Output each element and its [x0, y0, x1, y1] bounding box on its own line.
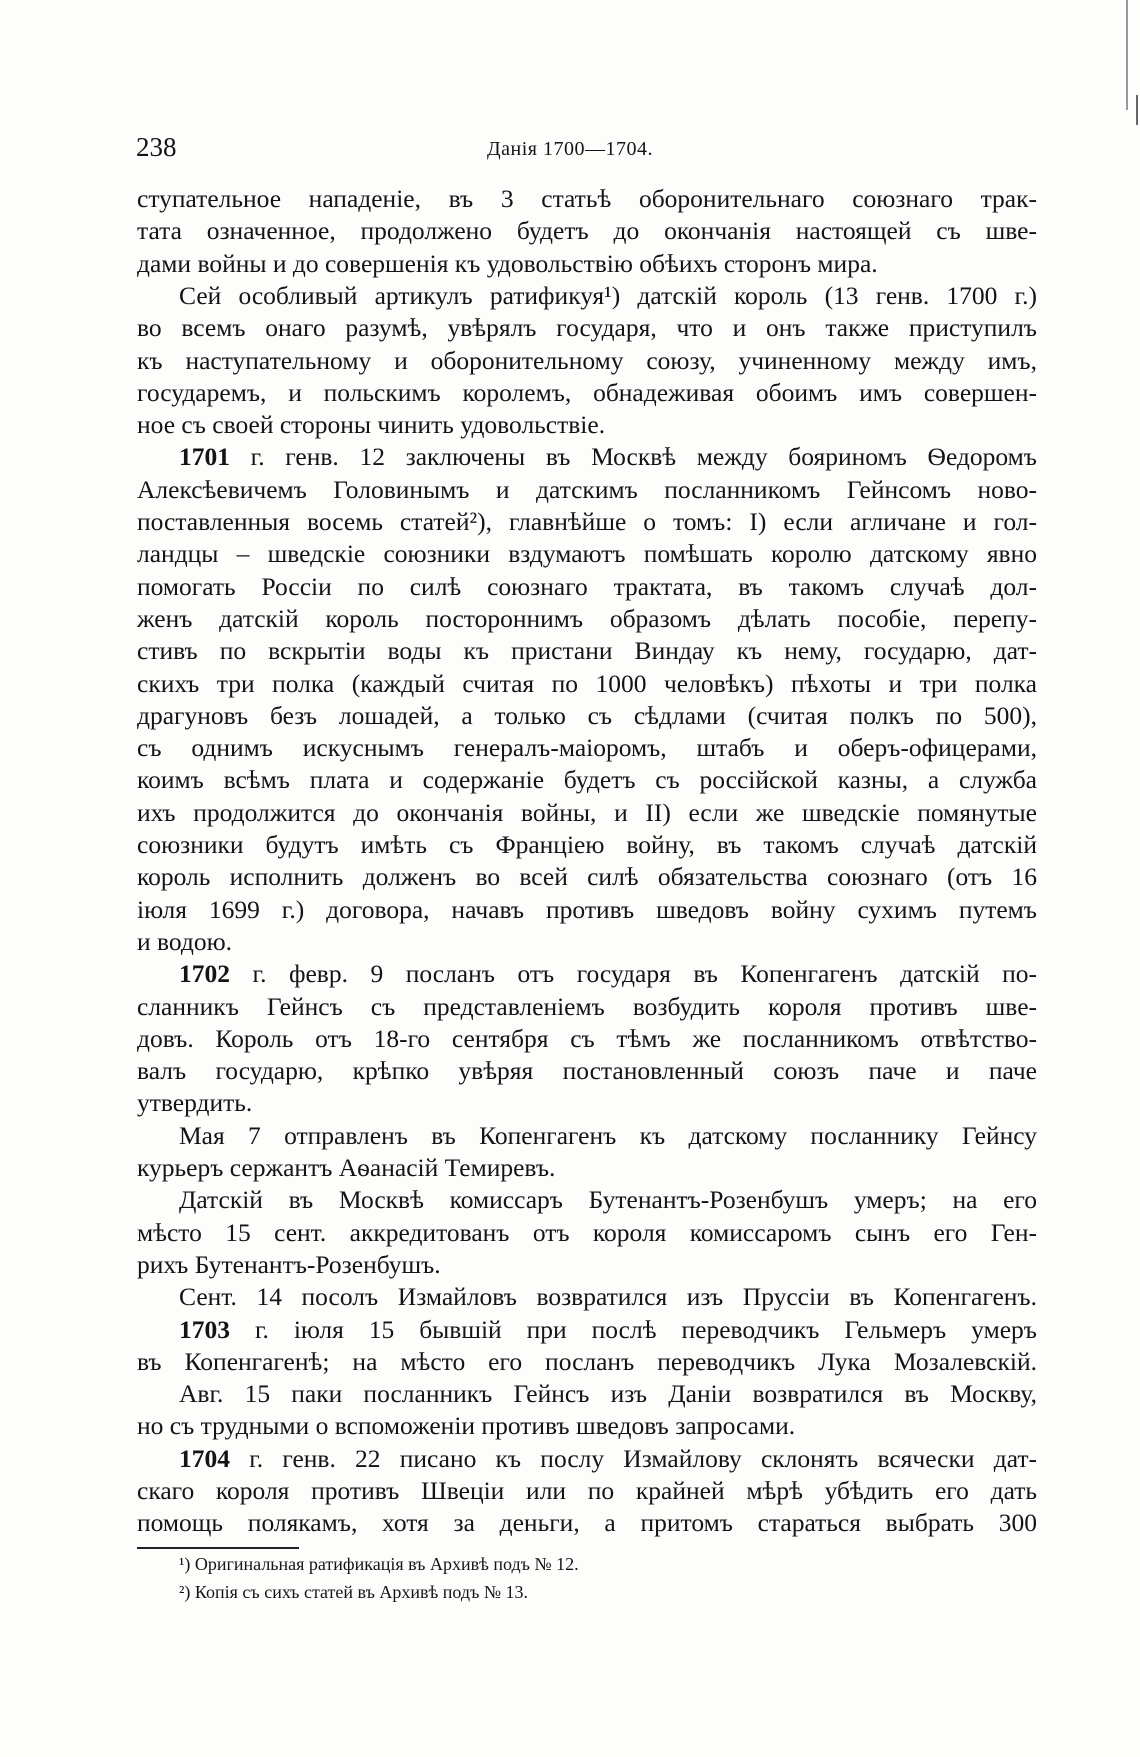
text-line [137, 1508, 1037, 1538]
text-line [179, 1185, 1037, 1215]
text-line [137, 1250, 1037, 1280]
text-line [137, 184, 1037, 214]
line-text: съ однимъ искуснымъ генералъ-маіоромъ, штабъ и оберъ-офицерами, [137, 733, 1037, 763]
text-line [137, 216, 1037, 246]
text-line [137, 507, 1037, 537]
text-line [137, 1024, 1037, 1054]
text-line [137, 1218, 1037, 1248]
running-head: Данія 1700—1704. [487, 138, 653, 160]
text-line [137, 669, 1037, 699]
year-heading: 1701 [179, 442, 230, 472]
text-line [137, 798, 1037, 828]
line-text: г. генв. 22 писано къ послу Измайлову склонять всячески дат- [230, 1443, 1037, 1473]
line-text: Алексѣевичемъ Головинымъ и датскимъ посланникомъ Гейнсомъ ново- [137, 474, 1037, 504]
line-text: поставленныя восемь статей²), главнѣйше о томъ: I) если агличане и гол- [137, 507, 1037, 536]
line-text: во всемъ онаго разумѣ, увѣрялъ государя, что и онъ также приступилъ [137, 313, 1037, 343]
text-line [137, 862, 1037, 892]
line-text: дами войны и до совершенія къ удовольствію обѣихъ сторонъ мира. [137, 248, 878, 278]
text-line [137, 1088, 1037, 1118]
line-text: драгуновъ безъ лошадей, а только съ сѣдлами (считая полкъ по 500), [137, 700, 1037, 730]
footnote-2: ²) Копія съ сихъ статей въ Архивѣ подъ № 13. [179, 1582, 529, 1602]
text-line [137, 1347, 1037, 1377]
text-line [179, 1121, 1037, 1151]
scan-edge-mark [1126, 0, 1128, 110]
line-text: ное съ своей стороны чинить удовольствіе. [137, 410, 606, 440]
line-text: въ Копенгагенѣ; на мѣсто его посланъ переводчикъ Лука Мозалевскій. [137, 1346, 1037, 1376]
text-line [137, 1476, 1037, 1506]
text-line [137, 895, 1037, 925]
line-text: ландцы – шведскіе союзники вздумаютъ помѣшать королю датскому явно [137, 539, 1037, 569]
text-line [137, 636, 1037, 666]
text-line [137, 992, 1037, 1022]
text-line [179, 442, 1037, 472]
line-text: валъ государю, крѣпко увѣряя постановленный союзъ паче и паче [137, 1056, 1037, 1086]
line-text: король исполнить долженъ во всей силѣ обязательства союзнаго (отъ 16 [137, 862, 1037, 892]
line-text: помощь полякамъ, хотя за деньги, а притомъ стараться выбрать 300 [137, 1508, 1037, 1538]
line-text: сланникъ Гейнсъ съ представленіемъ возбудить короля противъ шве- [137, 991, 1037, 1021]
line-text: къ наступательному и оборонительному союзу, учиненному между имъ, [137, 345, 1037, 375]
line-text: Сент. 14 посолъ Измайловъ возвратился изъ Пруссіи въ Копенгагенъ. [179, 1282, 1037, 1312]
year-heading: 1704 [179, 1443, 230, 1473]
line-text: Сей особливый артикулъ ратификуя¹) датскій король (13 генв. 1700 г.) [179, 280, 1037, 310]
line-text: скаго короля противъ Швеціи или по крайней мѣрѣ убѣдить его дать [137, 1476, 1037, 1505]
line-text: рихъ Бутенантъ-Розенбушъ. [137, 1249, 441, 1279]
line-text: Датскій въ Москвѣ комиссаръ Бутенантъ-Розенбушъ умеръ; на его [179, 1185, 1037, 1215]
line-text: ихъ продолжится до окончанія войны, и II) если же шведскіе помянутые [137, 797, 1037, 827]
text-line [137, 378, 1037, 408]
text-line [179, 1444, 1037, 1474]
line-text: довъ. Король отъ 18-го сентября съ тѣмъ же посланникомъ отвѣтство- [137, 1023, 1037, 1053]
text-line [137, 572, 1037, 602]
year-heading: 1703 [179, 1314, 230, 1344]
line-text: стивъ по вскрытіи воды къ пристани Виндау къ нему, государю, дат- [137, 636, 1037, 666]
line-text: г. генв. 12 заключены въ Москвѣ между бояриномъ Ѳедоромъ [230, 442, 1037, 472]
text-line [137, 1056, 1037, 1086]
text-line [137, 1153, 1037, 1183]
footnote-1: ¹) Оригинальная ратификація въ Архивѣ подъ № 12. [179, 1554, 579, 1574]
year-heading: 1702 [179, 959, 230, 989]
text-line [137, 539, 1037, 569]
text-line [179, 1379, 1037, 1409]
text-line [137, 1411, 1037, 1441]
line-text: тата означенное, продолжено будетъ до окончанія настоящей съ шве- [137, 216, 1037, 246]
line-text: государемъ, и польскимъ королемъ, обнадеживая обоимъ имъ совершен- [137, 377, 1037, 407]
text-line [137, 701, 1037, 731]
text-line [137, 765, 1037, 795]
text-line [137, 927, 1037, 957]
line-text: союзники будутъ имѣть съ Франціею войну, въ такомъ случаѣ датскій [137, 830, 1037, 859]
line-text: женъ датскій король постороннимъ образомъ дѣлать пособіе, перепу- [137, 603, 1037, 633]
line-text: и водою. [137, 926, 233, 956]
text-line [137, 733, 1037, 763]
text-line [179, 959, 1037, 989]
text-line [137, 475, 1037, 505]
text-line [137, 604, 1037, 634]
text-line [179, 1315, 1037, 1345]
text-line [137, 249, 1037, 279]
line-text: г. іюля 15 бывшій при послѣ переводчикъ Гельмеръ умеръ [230, 1314, 1037, 1344]
line-text: утвердить. [137, 1088, 253, 1118]
line-text: Мая 7 отправленъ въ Копенгагенъ къ датскому посланнику Гейнсу [179, 1120, 1037, 1150]
line-text: Авг. 15 паки посланникъ Гейнсъ изъ Даніи возвратился въ Москву, [179, 1379, 1037, 1409]
page-number: 238 [136, 132, 177, 162]
line-text: коимъ всѣмъ плата и содержаніе будетъ съ россійской казны, а служба [137, 765, 1037, 795]
line-text: курьеръ сержантъ Аѳанасій Темиревъ. [137, 1153, 556, 1182]
line-text: мѣсто 15 сент. аккредитованъ отъ короля комиссаромъ сынъ его Ген- [137, 1217, 1037, 1247]
line-text: помогать Россіи по силѣ союзнаго трактата, въ такомъ случаѣ дол- [137, 571, 1037, 601]
scan-edge-mark [1136, 95, 1138, 125]
text-line [137, 830, 1037, 860]
line-text: іюля 1699 г.) договора, начавъ противъ шведовъ войну сухимъ путемъ [137, 894, 1037, 924]
text-line [137, 346, 1037, 376]
footnote-rule [137, 1547, 299, 1549]
text-line [137, 313, 1037, 343]
line-text: скихъ три полка (каждый считая по 1000 человѣкъ) пѣхоты и три полка [137, 668, 1037, 698]
text-line [179, 1282, 1037, 1312]
text-line [137, 410, 1037, 440]
line-text: но съ трудными о вспоможеніи противъ шведовъ запросами. [137, 1411, 796, 1441]
line-text: г. февр. 9 посланъ отъ государя въ Копенгагенъ датскій по- [230, 959, 1037, 989]
text-line [179, 281, 1037, 311]
line-text: ступательное нападеніе, въ 3 статьѣ оборонительнаго союзнаго трак- [137, 184, 1037, 213]
